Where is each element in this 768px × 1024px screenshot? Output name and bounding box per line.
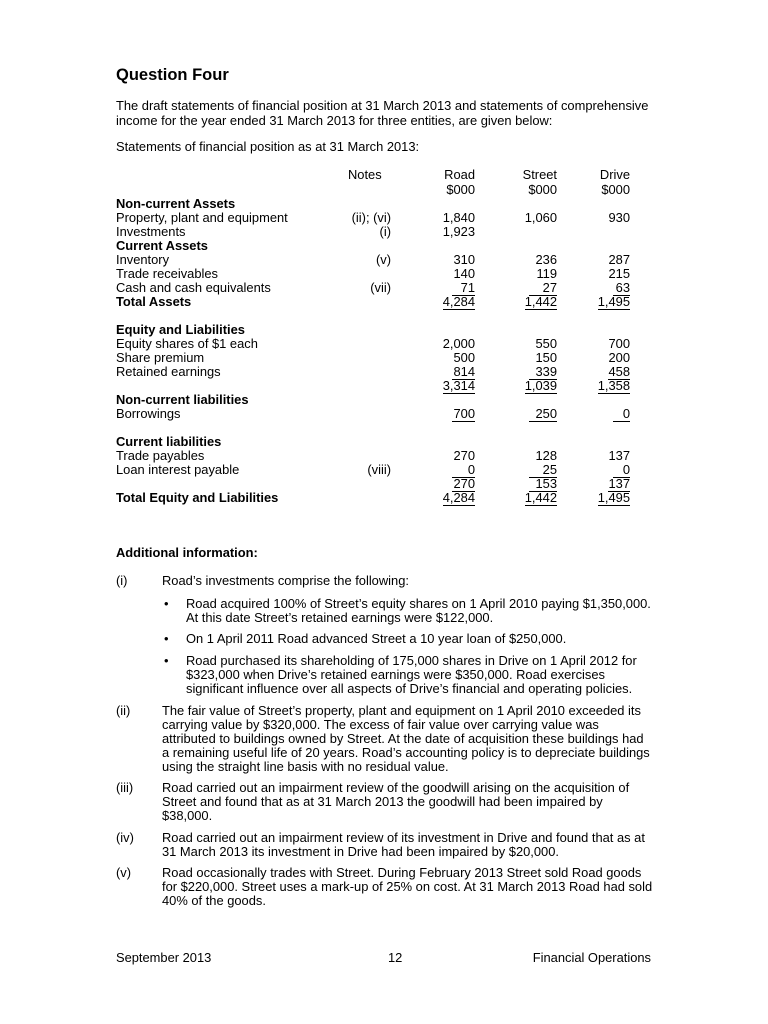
intro-line: income for the year ended 31 March 2013 for three entities, are given below:: [116, 113, 553, 128]
note-line: Street and found that as at 31 March 2013 the goodwill had been impaired by: [162, 793, 603, 809]
note-line: Road carried out an impairment review of its investment in Drive and found that as at: [162, 829, 645, 845]
note-marker: (iii): [116, 779, 134, 795]
value-road: 1,840: [442, 210, 475, 225]
row-label: Borrowings: [116, 406, 181, 421]
table-row: [0, 449, 768, 463]
note-line: attributed to buildings owned by Street. At the date of acquisition these buildings had: [162, 730, 644, 746]
bullet-line: Road acquired 100% of Street’s equity shares on 1 April 2010 paying $1,350,000.: [186, 595, 651, 611]
row-notes: (ii); (vi): [351, 210, 391, 225]
value-street: 1,442: [524, 490, 557, 505]
note-line: Road’s investments comprise the following:: [162, 572, 409, 588]
value-street: 128: [535, 448, 557, 463]
row-label: Total Assets: [116, 294, 192, 309]
row-label: Trade receivables: [116, 266, 218, 281]
value-road: 0: [452, 463, 475, 478]
table-section-heading: [0, 197, 768, 211]
row-notes: (viii): [367, 462, 391, 477]
note-marker: (v): [116, 864, 132, 880]
table-row: [0, 337, 768, 351]
value-street: 550: [535, 336, 557, 351]
bullet-line: On 1 April 2011 Road advanced Street a 10 year loan of $250,000.: [186, 630, 567, 646]
row-notes: (vii): [370, 280, 391, 295]
value-drive: 930: [608, 210, 630, 225]
table-row: [0, 463, 768, 477]
table-row: [0, 253, 768, 267]
table-subtotal-row: [0, 379, 768, 393]
note-text: [162, 831, 645, 859]
table-header-row: [0, 168, 768, 183]
bullet-text: [186, 654, 637, 696]
note-line: for $220,000. Street uses a mark-up of 25% on cost. At 31 March 2013 Road had sold: [162, 878, 653, 894]
note-text: [162, 866, 652, 908]
row-label: Current liabilities: [116, 434, 222, 449]
table-section-heading: [0, 393, 768, 407]
row-notes: (i): [379, 224, 391, 239]
row-label: Equity shares of $1 each: [116, 336, 258, 351]
value-street: 153: [529, 477, 557, 492]
row-label: Trade payables: [116, 448, 205, 463]
note-text: [162, 704, 650, 774]
note-line: 40% of the goods.: [162, 892, 266, 908]
financial-position-table: [0, 168, 768, 505]
footer-subject: Financial Operations: [532, 949, 651, 965]
value-road: 4,284: [442, 490, 475, 505]
row-label: Investments: [116, 224, 186, 239]
value-drive: 1,358: [597, 378, 630, 393]
note-line: $38,000.: [162, 807, 213, 823]
note-text: [162, 574, 409, 588]
note-marker: (ii): [116, 702, 131, 718]
value-street: 25: [529, 463, 557, 478]
table-subtotal-row: [0, 477, 768, 491]
table-row: [0, 267, 768, 281]
value-street: 150: [535, 350, 557, 365]
value-road: 3,314: [442, 378, 475, 393]
note-line: a remaining useful life of 20 years. Road’s accounting policy is to depreciate buildings: [162, 744, 650, 760]
value-street: 1,442: [524, 294, 557, 309]
value-street: 236: [535, 252, 557, 267]
table-row: [0, 351, 768, 365]
value-road: 310: [453, 252, 475, 267]
table-row: [0, 365, 768, 379]
value-drive: 1,495: [597, 294, 630, 309]
value-street: 1,060: [524, 210, 557, 225]
value-road: 270: [453, 476, 475, 491]
row-label: Share premium: [116, 350, 205, 365]
table-spacer: [0, 309, 768, 323]
header-street: Street: [522, 167, 557, 182]
table-spacer: [0, 421, 768, 435]
question-title: Question Four: [116, 66, 229, 84]
table-section-heading: [0, 239, 768, 253]
value-drive: 200: [608, 350, 630, 365]
bullet-icon: •: [164, 652, 169, 668]
bullet-text: [186, 597, 651, 625]
bullet-line: At this date Street’s retained earnings were $122,000.: [186, 609, 494, 625]
value-street: 339: [529, 365, 557, 380]
table-row: [0, 281, 768, 295]
value-street: 1,039: [524, 378, 557, 393]
value-drive: 1,495: [597, 490, 630, 505]
intro-line: The draft statements of financial position at 31 March 2013 and statements of comprehensive: [116, 98, 649, 113]
row-notes: (v): [375, 252, 391, 267]
footer-date: September 2013: [116, 949, 212, 965]
value-street: 119: [536, 266, 557, 281]
bullet-icon: •: [164, 595, 169, 611]
table-total-row: [0, 295, 768, 309]
unit-drive: $000: [601, 182, 630, 197]
note-text: [162, 781, 629, 823]
note-marker: (iv): [116, 829, 134, 845]
row-label: Total Equity and Liabilities: [116, 490, 279, 505]
note-line: using the straight line basis with no residual value.: [162, 758, 449, 774]
intro-paragraph: [116, 98, 648, 128]
row-label: Loan interest payable: [116, 462, 240, 477]
value-drive: 700: [608, 336, 630, 351]
value-drive: 215: [608, 266, 630, 281]
bullet-line: significant influence over all aspects of Drive’s financial and operating policies.: [186, 680, 633, 696]
table-total-row: [0, 491, 768, 505]
bullet-icon: •: [164, 630, 169, 646]
value-drive: 137: [608, 476, 630, 491]
statement-heading: Statements of financial position as at 31 March 2013:: [116, 138, 420, 154]
value-road: 71: [452, 281, 475, 296]
value-drive: 0: [613, 463, 630, 478]
row-label: Non-current liabilities: [116, 392, 249, 407]
header-notes: Notes: [348, 167, 382, 182]
page-number: 12: [388, 949, 403, 965]
header-drive: Drive: [599, 167, 630, 182]
value-drive: 63: [613, 281, 630, 296]
header-road: Road: [444, 167, 475, 182]
row-label: Retained earnings: [116, 364, 221, 379]
value-street: 27: [529, 281, 557, 296]
table-row: [0, 225, 768, 239]
value-road: 814: [453, 364, 475, 379]
value-road: 270: [453, 448, 475, 463]
unit-street: $000: [528, 182, 557, 197]
value-road: 4,284: [442, 294, 475, 309]
table-row: [0, 211, 768, 225]
row-label: Cash and cash equivalents: [116, 280, 271, 295]
value-drive: 287: [608, 252, 630, 267]
table-row: [0, 407, 768, 421]
value-drive: 458: [608, 364, 630, 379]
note-line: The fair value of Street’s property, plant and equipment on 1 April 2010 exceeded its: [162, 702, 641, 718]
unit-road: $000: [446, 182, 475, 197]
value-drive: 0: [613, 407, 630, 422]
value-road: 2,000: [442, 336, 475, 351]
row-label: Inventory: [116, 252, 170, 267]
note-line: carrying value by $320,000. The excess of fair value over carrying value was: [162, 716, 599, 732]
value-road: 1,923: [442, 224, 475, 239]
value-road: 700: [453, 406, 475, 421]
table-section-heading: [0, 323, 768, 337]
note-marker: (i): [116, 572, 128, 588]
value-road: 500: [453, 350, 475, 365]
row-label: Current Assets: [116, 238, 208, 253]
bullet-line: Road purchased its shareholding of 175,000 shares in Drive on 1 April 2012 for: [186, 652, 637, 668]
additional-info-heading: Additional information:: [116, 544, 258, 560]
row-label: Non-current Assets: [116, 196, 236, 211]
row-label: Property, plant and equipment: [116, 210, 288, 225]
note-line: Road carried out an impairment review of the goodwill arising on the acquisition of: [162, 779, 630, 795]
note-line: Road occasionally trades with Street. During February 2013 Street sold Road goods: [162, 864, 642, 880]
bullet-line: $323,000 when Drive’s retained earnings were $350,000. Road exercises: [186, 666, 605, 682]
table-units-row: [0, 183, 768, 197]
note-line: 31 March 2013 its investment in Drive had been impaired by $20,000.: [162, 843, 559, 859]
row-label: Equity and Liabilities: [116, 322, 245, 337]
value-road: 140: [453, 266, 475, 281]
value-drive: 137: [608, 448, 630, 463]
table-section-heading: [0, 435, 768, 449]
bullet-text: [186, 632, 566, 646]
value-street: 250: [529, 407, 557, 422]
